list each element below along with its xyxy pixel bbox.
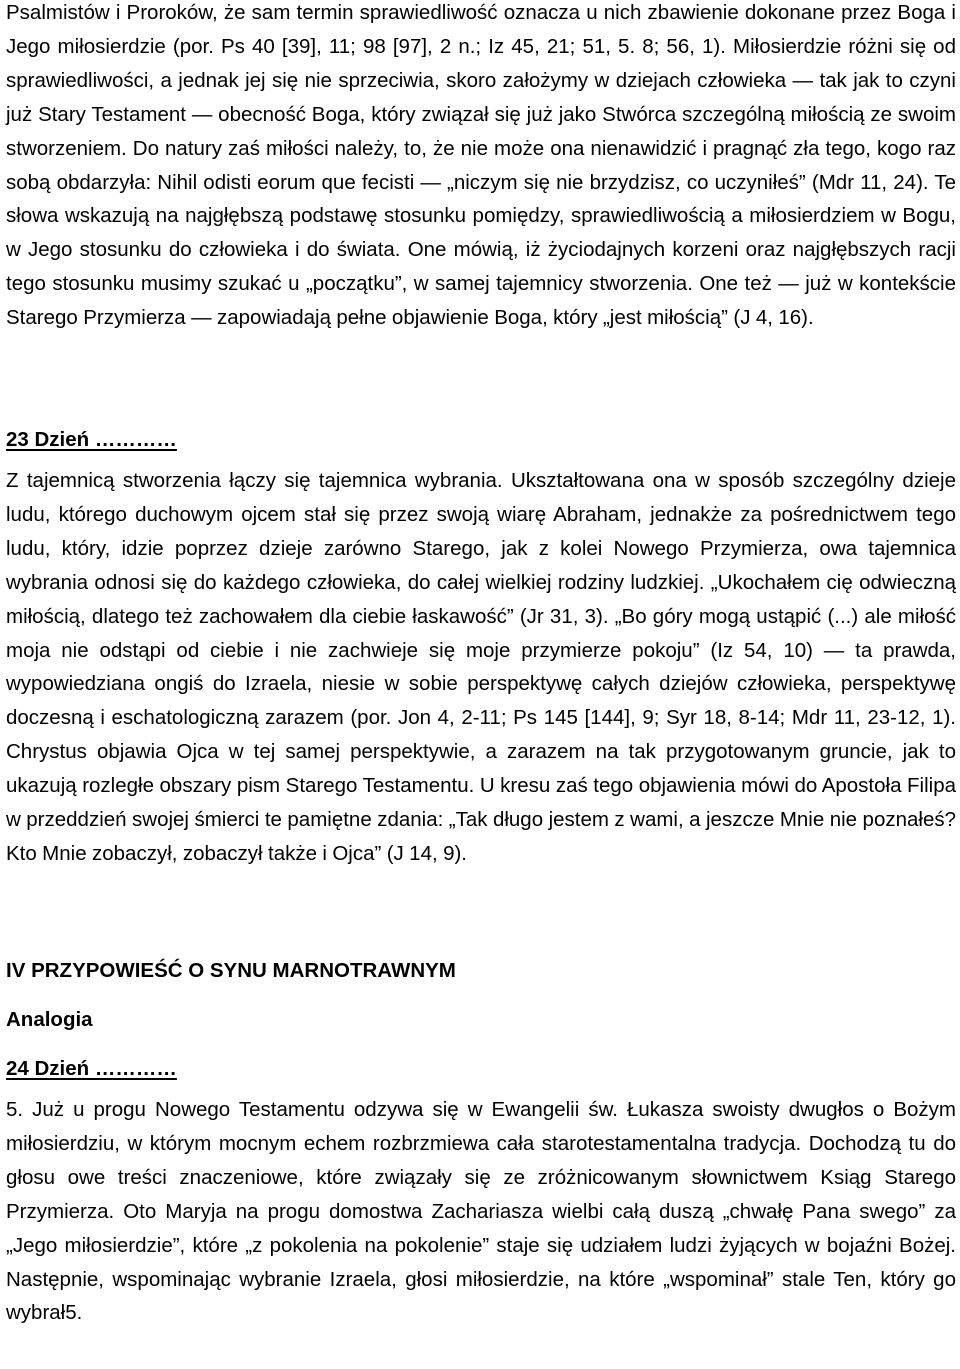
paragraph-3: 5. Już u progu Nowego Testamentu odzywa się w Ewangelii św. Łukasza swoisty dwugłos o Bożym miłosierdziu, w którym mocnym echem rozbrzmiewa cała starotestamentalna tradycja. Dochodzą tu do głosu owe treści znaczeniowe, które związały się ze zróżnicowanym słownictwem Ksiąg Starego Przymierza. Oto Maryja na progu domostwa Zachariasza wielbi całą duszą „chwałę Pana swego” za „Jego miłosierdzie”, które „z pokolenia na pokolenie” staje się udziałem ludzi żyjących w bojaźni Bożej. Następnie, wspominając wybranie Izraela, głosi miłosierdzie, na które „wspominał” stale Ten, który go wybrał5. <box>6 1098 956 1325</box>
day-23-heading: 23 Dzień ………… <box>6 428 177 451</box>
section-heading: IV PRZYPOWIEŚĆ O SYNU MARNOTRAWNYM <box>6 959 456 982</box>
day-24-heading: 24 Dzień ………… <box>6 1057 177 1080</box>
subheading-analogia: Analogia <box>6 1008 93 1031</box>
paragraph-2: Z tajemnicą stworzenia łączy się tajemnica wybrania. Ukształtowana ona w sposób szczególny dzieje ludu, którego duchowym ojcem stał się przez swoją wiarę Abraham, jednakże za pośrednictwem tego ludu, który, idzie poprzez dzieje zarówno Starego, jak z kolei Nowego Przymierza, owa tajemnica wybrania odnosi się do każdego człowieka, do całej wielkiej rodziny ludzkiej. „Ukochałem cię odwieczną miłością, dlatego też zachowałem dla ciebie łaskawość” (Jr 31, 3). „Bo góry mogą ustąpić (...) ale miłość moja nie odstąpi od ciebie i nie zachwieje się moje przymierze pokoju” (Iz 54, 10) — ta prawda, wypowiedziana ongiś do Izraela, niesie w sobie perspektywę całych dziejów człowieka, perspektywę doczesną i eschatologiczną zarazem (por. Jon 4, 2-11; Ps 145 [144], 9; Syr 18, 8-14; Mdr 11, 23-12, 1). Chrystus objawia Ojca w tej samej perspektywie, a zarazem na tak przygotowanym gruncie, jak to ukazują rozległe obszary pism Starego Testamentu. U kresu zaś tego objawienia mówi do Apostoła Filipa w przeddzień swojej śmierci te pamiętne zdania: „Tak długo jestem z wami, a jeszcze Mnie nie poznałeś? Kto Mnie zobaczył, zobaczył także i Ojca” (J 14, 9). <box>6 469 956 865</box>
paragraph-1: Psalmistów i Proroków, że sam termin sprawiedliwość oznacza u nich zbawienie dokonane przez Boga i Jego miłosierdzie (por. Ps 40 [39], 11; 98 [97], 2 n.; Iz 45, 21; 51, 5. 8; 56, 1). Miłosierdzie różni się od sprawiedliwości, a jednak jej się nie sprzeciwia, skoro założymy w dziejach człowieka — tak jak to czyni już Stary Testament — obecność Boga, który związał się już jako Stwórca szczególną miłością ze swoim stworzeniem. Do natury zaś miłości należy, to, że nie może ona nienawidzić i pragnąć zła tego, kogo raz sobą obdarzyła: Nihil odisti eorum que fecisti — „niczym się nie brzydzisz, co uczyniłeś” (Mdr 11, 24). Te słowa wskazują na najgłębszą podstawę stosunku pomiędzy, sprawiedliwością a miłosierdziem w Bogu, w Jego stosunku do człowieka i do świata. One mówią, iż życiodajnych korzeni oraz najgłębszych racji tego stosunku musimy szukać u „początku”, w samej tajemnicy stworzenia. One też — już w kontekście Starego Przymierza — zapowiadają pełne objawienie Boga, który „jest miłością” (J 4, 16). <box>6 1 956 330</box>
